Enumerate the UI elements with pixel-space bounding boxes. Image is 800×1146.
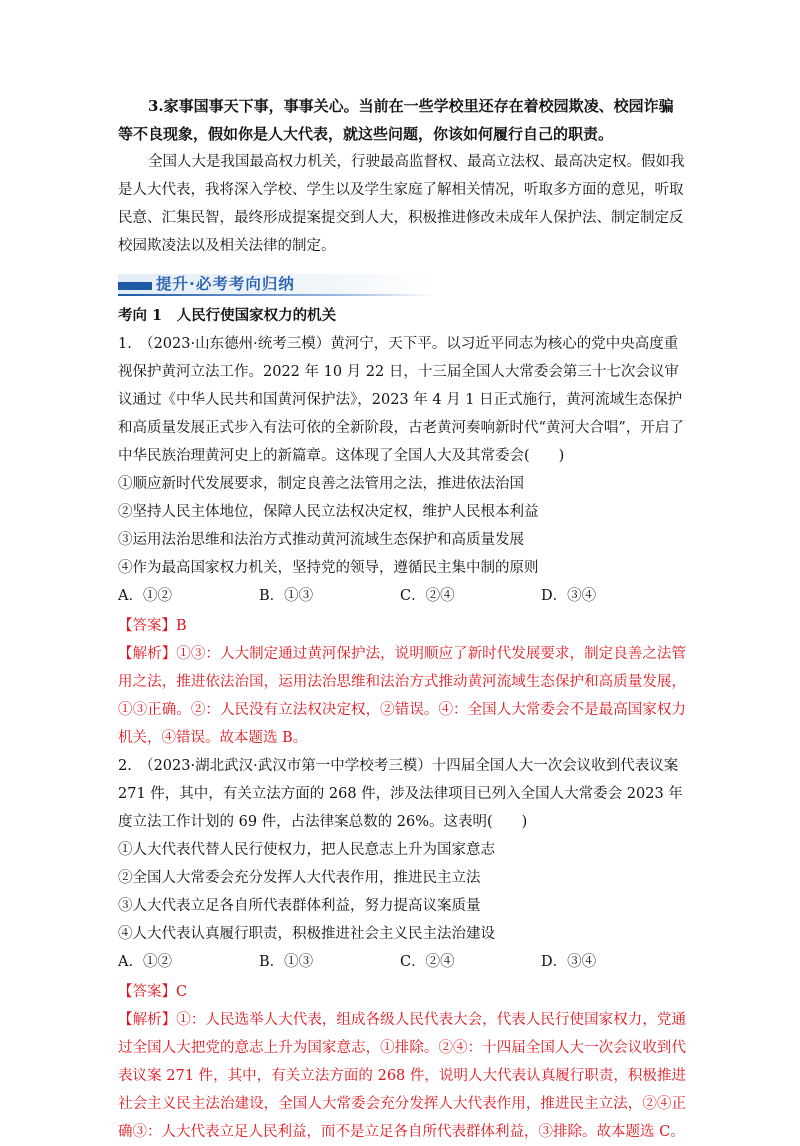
question-2-stem: 2. （2023·湖北武汉·武汉市第一中学校考三模）十四届全国人大一次会议收到代表议案 271 件，其中，有关立法方面的 268 件，涉及法律项目已列入全国人大常委会 2023 年度立法工作计划的 69 件，占法律案总数的 26%。这表明( ) xyxy=(118,758,683,830)
question-1-choice-d: D．③④ xyxy=(541,588,597,604)
topic-heading: 考向 1 人民行使国家权力的机关 xyxy=(118,307,337,324)
banner-accent-block xyxy=(118,282,152,290)
question-2-choices xyxy=(118,948,686,976)
question-2-choice-b: B．①③ xyxy=(259,954,314,970)
question-2-answer: 【答案】C xyxy=(118,984,188,1000)
question-2-option-4: ④人大代表认真履行职责，积极推进社会主义民主法治建设 xyxy=(118,926,495,942)
question-1-choices xyxy=(118,582,686,610)
question-2-analysis: 【解析】①：人民选举人大代表，组成各级人民代表大会，代表人民行使国家权力，党通过全国人大把党的意志上升为国家意志，①排除。②④：十四届全国人大一次会议收到代表议案 271 件，其中，有关立法方面的 268 件，说明人大代表认真履行职责，积极推进社会主义民主法治建设，全国人大常委会充分发挥人大代表作用，推进民主立法，②④正确③：人大代表立足人民利益，而不是立足各自所代表群体利益，③排除。故本题选 C。 xyxy=(118,1012,686,1140)
banner-underline xyxy=(118,294,436,296)
question-2-choice-a: A．①② xyxy=(118,954,172,970)
section-banner xyxy=(118,270,436,296)
question-1-choice-c: C．②④ xyxy=(400,588,455,604)
question-1-option-2: ②坚持人民主体地位，保障人民立法权决定权，维护人民根本利益 xyxy=(118,504,539,520)
question-1-option-4: ④作为最高国家权力机关，坚持党的领导，遵循民主集中制的原则 xyxy=(118,560,539,576)
question-3-prompt: 3.家事国事天下事，事事关心。当前在一些学校里还存在着校园欺凌、校园诈骗等不良现象，假如你是人大代表，就这些问题，你该如何履行自己的职责。 xyxy=(118,97,674,143)
question-2-option-1: ①人大代表代替人民行使权力，把人民意志上升为国家意志 xyxy=(118,842,495,858)
question-1-answer: 【答案】B xyxy=(118,618,187,634)
question-1-analysis: 【解析】①③：人大制定通过黄河保护法，说明顺应了新时代发展要求，制定良善之法管用之法，推进依法治国，运用法治思维和法治方式推动黄河流域生态保护和高质量发展，①③正确。②：人民没有立法权决定权，②错误。④：全国人大常委会不是最高国家权力机关，④错误。故本题选 B。 xyxy=(118,646,686,746)
question-2 xyxy=(118,752,686,1146)
question-1-option-1: ①顺应新时代发展要求，制定良善之法管用之法，推进依法治国 xyxy=(118,476,524,492)
question-2-option-3: ③人大代表立足各自所代表群体利益，努力提高议案质量 xyxy=(118,898,481,914)
question-1-stem: 1. （2023·山东德州·统考三模）黄河宁，天下平。以习近平同志为核心的党中央高度重视保护黄河立法工作。2022 年 10 月 22 日，十三届全国人大常委会第三十七次会议审议通过《中华人民共和国黄河保护法》，2023 年 4 月 1 日正式施行，黄河流域生态保护和高质量发展正式步入有法可依的全新阶段，古老黄河奏响新时代“黄河大合唱”，开启了中华民族治理黄河史上的新篇章。这体现了全国人大及其常委会( ) xyxy=(118,336,684,464)
section-banner-title: 提升·必考考向归纳 xyxy=(156,275,295,293)
question-2-option-2: ②全国人大常委会充分发挥人大代表作用，推进民主立法 xyxy=(118,870,481,886)
question-1-choice-b: B．①③ xyxy=(259,588,314,604)
question-2-choice-d: D．③④ xyxy=(541,954,597,970)
question-3-answer: 全国人大是我国最高权力机关，行驶最高监督权、最高立法权、最高决定权。假如我是人大代表，我将深入学校、学生以及学生家庭了解相关情况，听取多方面的意见，听取民意、汇集民智，最终形成提案提交到人大，积极推进修改未成年人保护法、制定制定反校园欺凌法以及相关法律的制定。 xyxy=(118,154,685,254)
question-1-choice-a: A．①② xyxy=(118,588,172,604)
question-2-choice-c: C．②④ xyxy=(400,954,455,970)
question-1-option-3: ③运用法治思维和法治方式推动黄河流域生态保护和高质量发展 xyxy=(118,532,524,548)
question-1 xyxy=(118,330,686,752)
document-page xyxy=(118,92,686,1146)
